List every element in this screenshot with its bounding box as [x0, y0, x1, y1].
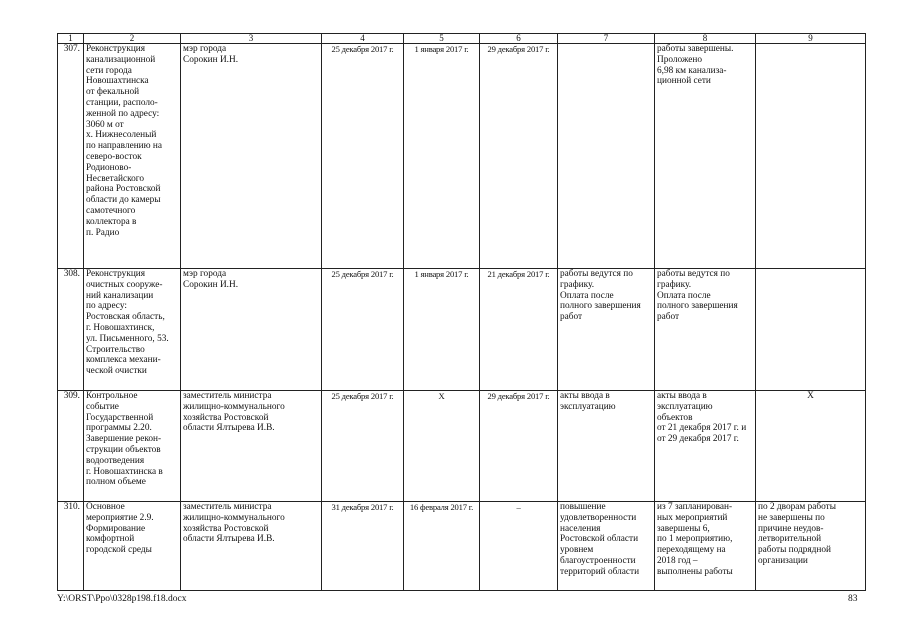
actual-date-cell: 21 декабря 2017 г.: [480, 269, 558, 391]
file-path-footer: Y:\ORST\Ppo\0328p198.f18.docx: [57, 594, 187, 604]
table-row: [58, 44, 866, 269]
column-number: 4: [322, 34, 404, 44]
planned-date-cell: 25 декабря 2017 г.: [322, 269, 404, 391]
row-number: 308.: [58, 269, 84, 391]
table-row: [58, 391, 866, 502]
planned-result-cell: [558, 44, 655, 269]
planned-result-cell: акты ввода в эксплуатацию: [558, 391, 655, 502]
start-date-cell: 1 января 2017 г.: [404, 269, 480, 391]
report-table: [57, 33, 866, 591]
reason-cell: [756, 44, 866, 269]
actual-date-cell: –: [480, 502, 558, 591]
event-name-cell: Реконструкция очистных сооруже- ний канализации по адресу: Ростовская область, г. Новошахтинск, ул. Письменного, 53. Строительство комплекса механи- ческой очистки: [84, 269, 181, 391]
page-number: 83: [848, 594, 858, 604]
planned-result-cell: повышение удовлетворенности населения Ростовской области уровнем благоустроенности территорий области: [558, 502, 655, 591]
start-date-cell: 16 февраля 2017 г.: [404, 502, 480, 591]
planned-date-cell: 31 декабря 2017 г.: [322, 502, 404, 591]
column-number: 8: [655, 34, 756, 44]
column-number: 2: [84, 34, 181, 44]
actual-result-cell: работы завершены. Проложено 6,98 км канализа- ционной сети: [655, 44, 756, 269]
column-number: 3: [181, 34, 322, 44]
start-date-cell: Х: [404, 391, 480, 502]
actual-result-cell: акты ввода в эксплуатацию объектов от 21 декабря 2017 г. и от 29 декабря 2017 г.: [655, 391, 756, 502]
actual-result-cell: из 7 запланирован- ных мероприятий завершены 6, по 1 мероприятию, переходящему на 2018 год – выполнены работы: [655, 502, 756, 591]
planned-date-cell: 25 декабря 2017 г.: [322, 391, 404, 502]
responsible-cell: мэр города Сорокин И.Н.: [181, 269, 322, 391]
column-number: 7: [558, 34, 655, 44]
row-number: 307.: [58, 44, 84, 269]
responsible-cell: заместитель министра жилищно-коммунального хозяйства Ростовской области Ялтырева И.В.: [181, 502, 322, 591]
actual-result-cell: работы ведутся по графику. Оплата после полного завершения работ: [655, 269, 756, 391]
row-number: 309.: [58, 391, 84, 502]
reason-cell: Х: [756, 391, 866, 502]
responsible-cell: мэр города Сорокин И.Н.: [181, 44, 322, 269]
column-number: 9: [756, 34, 866, 44]
row-number: 310.: [58, 502, 84, 591]
table-row: [58, 502, 866, 591]
planned-result-cell: работы ведутся по графику. Оплата после полного завершения работ: [558, 269, 655, 391]
responsible-cell: заместитель министра жилищно-коммунального хозяйства Ростовской области Ялтырева И.В.: [181, 391, 322, 502]
column-number: 6: [480, 34, 558, 44]
column-number: 5: [404, 34, 480, 44]
event-name-cell: Реконструкция канализационной сети города Новошахтинска от фекальной станции, располо- женной по адресу: 3060 м от х. Нижнесоленый по направлению на северо-восток Родионово- Несветайского района Ростовской области до камеры самотечного коллектора в п. Радио: [84, 44, 181, 269]
table-row: [58, 269, 866, 391]
reason-cell: [756, 269, 866, 391]
reason-cell: по 2 дворам работы не завершены по причине неудов- летворительной работы подрядной организации: [756, 502, 866, 591]
event-name-cell: Основное мероприятие 2.9. Формирование комфортной городской среды: [84, 502, 181, 591]
column-number: 1: [58, 34, 84, 44]
planned-date-cell: 25 декабря 2017 г.: [322, 44, 404, 269]
actual-date-cell: 29 декабря 2017 г.: [480, 391, 558, 502]
event-name-cell: Контрольное событие Государственной программы 2.20. Завершение рекон- струкции объектов водоотведения г. Новошахтинска в полном объеме: [84, 391, 181, 502]
actual-date-cell: 29 декабря 2017 г.: [480, 44, 558, 269]
start-date-cell: 1 января 2017 г.: [404, 44, 480, 269]
column-number-row: [58, 34, 866, 44]
